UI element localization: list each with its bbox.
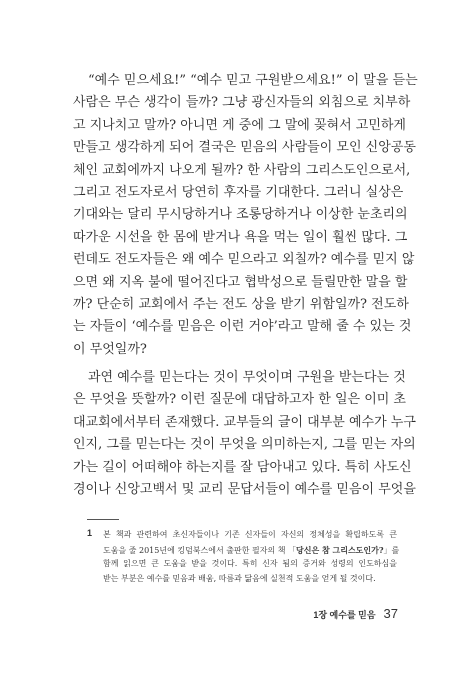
body-text — [73, 70, 418, 501]
text-line: 경이나 신앙고백서 및 교리 문답서들이 예수를 믿음이 무엇을 — [73, 482, 416, 498]
text-line: 대교회에서부터 존재했다. 교부들의 글이 대부분 예수가 누구 — [73, 414, 416, 430]
footnote-number: 1 — [87, 528, 93, 538]
text-line: 가는 길이 어떠해야 하는지를 잘 담아내고 있다. 특히 사도신 — [73, 459, 412, 475]
text-line: 까? 단순히 교회에서 주는 전도 상을 받기 위함일까? 전도하 — [73, 296, 409, 312]
text-line: 고 지나치고 말까? 아니면 게 중에 그 말에 꽂혀서 고민하게 — [73, 117, 406, 133]
footnote-line — [103, 543, 400, 558]
footnote-line: 본 책과 관련하여 초신자들이나 기존 신자들이 자신의 정체성을 확립하도록 큰 — [103, 530, 397, 539]
running-footer — [313, 606, 398, 621]
page-number: 37 — [383, 606, 398, 621]
text-line: 인지, 그를 믿는다는 것이 무엇을 의미하는지, 그를 믿는 자의 — [73, 437, 416, 453]
text-line: 따가운 시선을 한 몸에 받거나 욕을 먹는 일이 훨씬 많다. 그 — [73, 229, 408, 245]
text-line: 만들고 생각하게 되어 결국은 믿음의 사람들이 모인 신앙공동 — [73, 140, 416, 156]
paragraph-1 — [73, 70, 418, 361]
chapter-label: 1장 예수를 믿음 — [313, 610, 376, 620]
text-line: 으면 왜 지옥 불에 떨어진다고 협박성으로 들릴만한 말을 할 — [73, 274, 408, 290]
paragraph-2 — [73, 367, 416, 501]
text-line: 런데도 전도자들은 왜 예수 믿으라고 외칠까? 예수를 믿지 않 — [73, 252, 415, 268]
footnote-divider — [87, 519, 119, 520]
footnote-text: 」를 — [383, 545, 400, 555]
footnote-text: 도움을 줄 2015년에 킹덤북스에서 출판한 필자의 책 「 — [103, 545, 296, 555]
book-title: 당신은 참 그리스도인가? — [296, 544, 384, 555]
text-line: 과연 예수를 믿는다는 것이 무엇이며 구원을 받는다는 것 — [88, 370, 406, 386]
text-line: 기대와는 달리 무시당하거나 조롱당하거나 이상한 눈초리의 — [73, 207, 408, 223]
footnote-line: 받는 부분은 예수를 믿음과 배움, 따름과 닮음에 실천적 도움을 얻게 될 것이다. — [103, 573, 376, 583]
text-line: 체인 교회에까지 나오게 될까? 한 사람의 그리스도인으로서, — [73, 162, 411, 178]
text-line: 이 무엇일까? — [73, 341, 147, 357]
text-line: 그리고 전도자로서 당연히 후자를 기대한다. 그러니 실상은 — [73, 184, 404, 200]
footnote-line: 함께 읽으면 큰 도움을 받을 것이다. 특히 신자 됨의 증거와 성령의 인도하심을 — [103, 559, 397, 569]
text-line: 은 무엇을 뜻할까? 이런 질문에 대답하고자 한 일은 이미 초 — [73, 392, 406, 408]
text-line: “예수 믿으세요!” “예수 믿고 구원받으세요!” 이 말을 듣는 — [88, 73, 418, 88]
text-line: 는 자들이 ‘예수를 믿음은 이런 거야’라고 말해 줄 수 있는 것 — [73, 319, 412, 335]
text-line: 사람은 무슨 생각이 들까? 그냥 광신자들의 외침으로 치부하 — [73, 95, 411, 111]
footnote — [87, 528, 400, 586]
